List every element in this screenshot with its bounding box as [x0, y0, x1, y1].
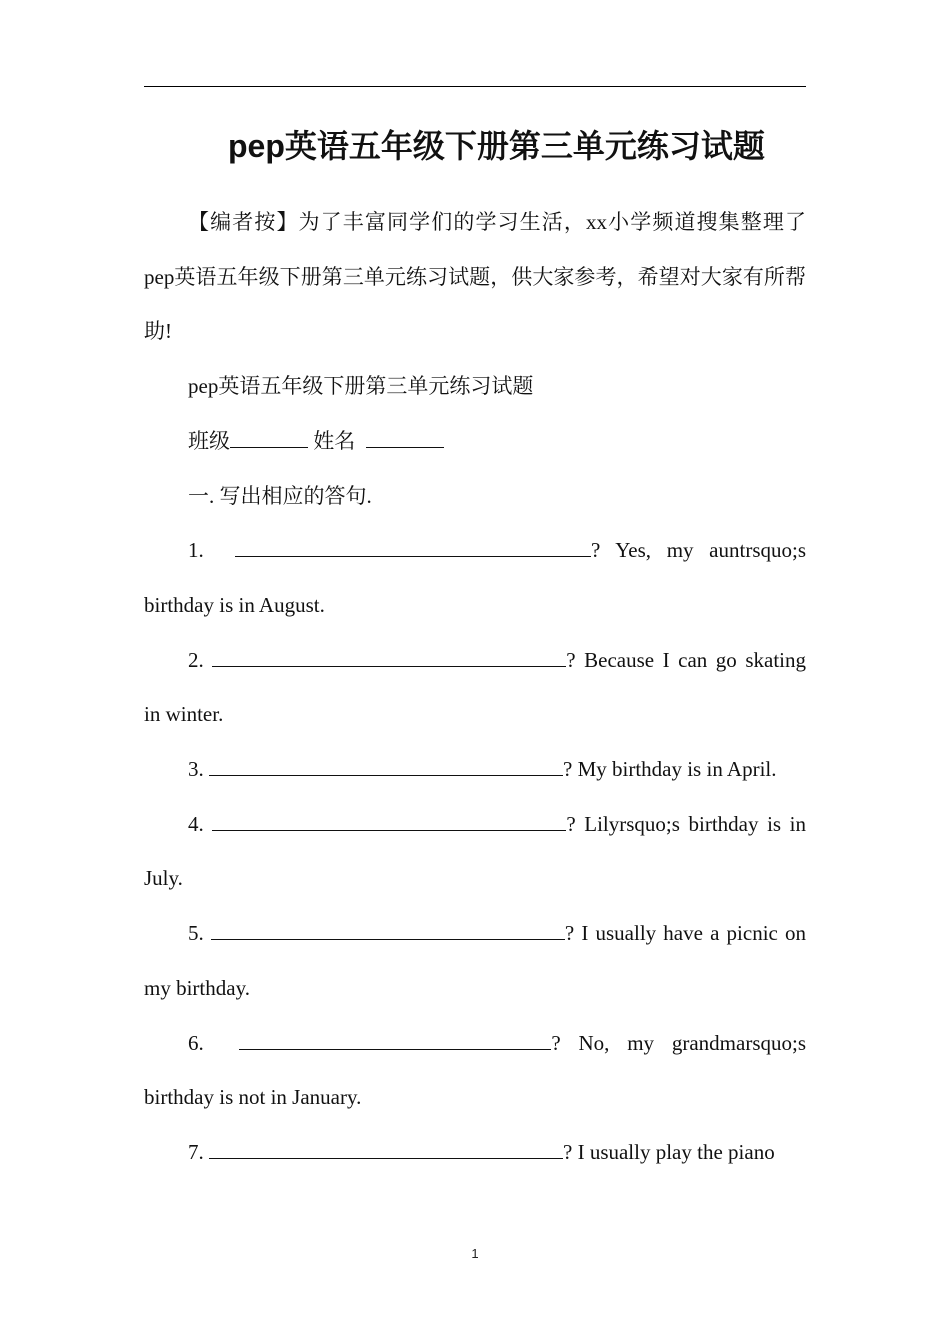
- answer-blank: [212, 665, 566, 667]
- question-number: 4.: [188, 811, 204, 836]
- intro-paragraph: 【编者按】为了丰富同学们的学习生活，xx小学频道搜集整理了pep英语五年级下册第三单元练习试题，供大家参考，希望对大家有所帮助!: [144, 210, 806, 344]
- question-number: 5.: [188, 921, 204, 946]
- page-number: 1: [471, 1246, 479, 1261]
- answer-blank: [209, 1157, 563, 1159]
- answer-blank: [235, 555, 591, 557]
- question-4: [144, 797, 806, 906]
- question-number: 3.: [188, 757, 204, 782]
- answer-blank: [212, 829, 566, 831]
- page-title: pep英语五年级下册第三单元练习试题: [228, 128, 765, 164]
- answer-blank: [209, 774, 563, 776]
- question-7: [144, 1125, 806, 1180]
- question-number: 2.: [188, 647, 204, 672]
- question-5: [144, 906, 806, 1015]
- class-name-line: [144, 414, 806, 469]
- question-number: 6.: [188, 1030, 204, 1055]
- class-label: 班级: [188, 428, 230, 453]
- question-1: [144, 523, 806, 632]
- question-answer: ? I usually play the piano: [563, 1139, 775, 1164]
- question-2: [144, 633, 806, 742]
- question-answer: ? No, my grandmarsquo;s birthday is not in January.: [144, 1030, 807, 1110]
- answer-blank: [211, 938, 565, 940]
- question-answer: ? Yes, my auntrsquo;s birthday is in August.: [144, 538, 806, 617]
- document-body: [144, 195, 806, 1180]
- question-answer: ? My birthday is in April.: [563, 757, 777, 782]
- header-rule: [144, 86, 806, 87]
- name-blank: [366, 446, 444, 448]
- name-label: 姓名: [313, 428, 356, 453]
- class-blank: [230, 446, 308, 448]
- question-answer: ? Lilyrsquo;s birthday is in July.: [144, 811, 806, 891]
- question-number: 1.: [188, 538, 204, 563]
- question-3: [144, 742, 806, 797]
- question-6: [144, 1016, 806, 1125]
- question-number: 7.: [188, 1139, 204, 1164]
- section-heading: 一. 写出相应的答句.: [188, 483, 372, 508]
- question-answer: ? I usually have a picnic on my birthday.: [144, 921, 807, 1000]
- subtitle: pep英语五年级下册第三单元练习试题: [188, 374, 534, 399]
- question-answer: ? Because I can go skating in winter.: [144, 647, 806, 727]
- answer-blank: [239, 1048, 551, 1050]
